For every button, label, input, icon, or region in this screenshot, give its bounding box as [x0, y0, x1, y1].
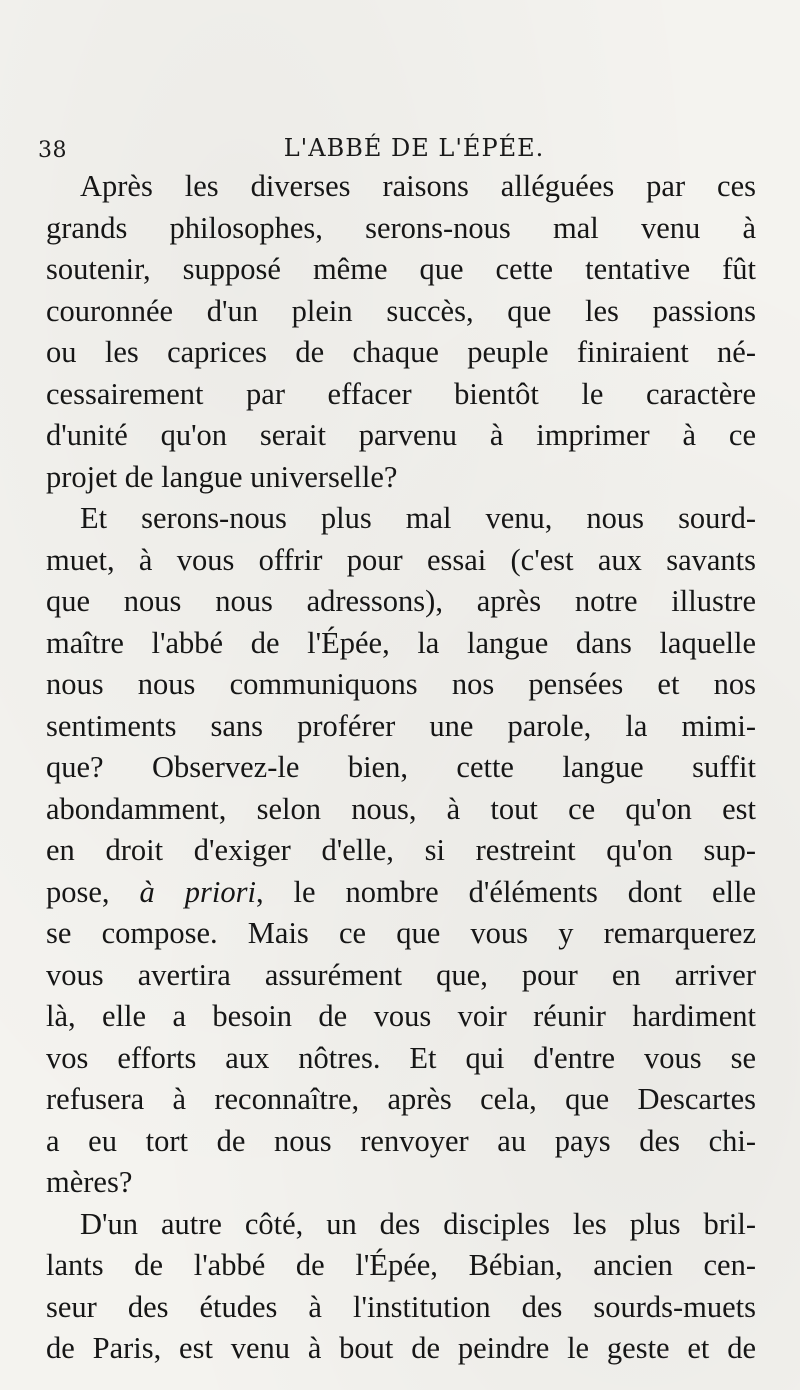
text-segment: pose,	[46, 874, 140, 909]
text-line: d'unité qu'on serait parvenu à imprimer à ce	[46, 418, 756, 452]
text-line: ou les caprices de chaque peuple finiraient né-	[46, 335, 756, 369]
text-line: muet, à vous offrir pour essai (c'est aux savants	[46, 542, 756, 577]
running-title: L'ABBÉ DE L'ÉPÉE.	[283, 134, 545, 162]
text-line: vous avertira assurément que, pour en arriver	[46, 957, 756, 992]
text-line: soutenir, supposé même que cette tentative fût	[46, 252, 756, 286]
text-line: lants de l'abbé de l'Épée, Bébian, ancien cen-	[46, 1248, 756, 1282]
text-segment: , le nombre d'éléments dont elle	[255, 874, 757, 909]
text-line: nous nous communiquons nos pensées et nos	[46, 667, 756, 701]
text-line: grands philosophes, serons-nous mal venu à	[46, 210, 756, 245]
text-line: projet de langue universelle?	[46, 459, 398, 494]
text-line: vos efforts aux nôtres. Et qui d'entre vous se	[46, 1040, 756, 1075]
text-line: D'un autre côté, un des disciples les plus bril-	[80, 1206, 756, 1241]
text-line: que? Observez-le bien, cette langue suffit	[46, 750, 756, 784]
text-line: a eu tort de nous renvoyer au pays des chi-	[46, 1123, 756, 1158]
text-line: se compose. Mais ce que vous y remarquerez	[46, 916, 756, 950]
text-line: cessairement par effacer bientôt le caractère	[46, 376, 756, 411]
text-line: en droit d'exiger d'elle, si restreint qu'on sup-	[46, 833, 756, 867]
text-line: seur des études à l'institution des sourds-muets	[46, 1289, 756, 1324]
paragraph-3	[46, 1204, 756, 1370]
paragraph-2	[46, 498, 756, 1204]
text-line-with-italic	[46, 872, 756, 914]
text-line: Après les diverses raisons alléguées par ces	[80, 169, 756, 203]
text-line: abondamment, selon nous, à tout ce qu'on est	[46, 791, 756, 826]
text-line: mères?	[46, 1165, 133, 1199]
text-line: couronnée d'un plein succès, que les passions	[46, 293, 756, 328]
body-text	[46, 166, 756, 1370]
italic-phrase: à priori	[139, 874, 256, 909]
page-header	[38, 130, 760, 166]
text-line: refusera à reconnaître, après cela, que Descartes	[46, 1082, 756, 1116]
text-line: de Paris, est venu à bout de peindre le geste et de	[46, 1331, 756, 1365]
text-line: que nous nous adressons), après notre illustre	[46, 584, 756, 618]
text-line: maître l'abbé de l'Épée, la langue dans laquelle	[46, 625, 756, 660]
page-number: 38	[38, 138, 67, 163]
text-line: Et serons-nous plus mal venu, nous sourd-	[80, 501, 756, 535]
paragraph-1	[46, 166, 756, 498]
text-line: sentiments sans proférer une parole, la mimi-	[46, 708, 756, 743]
text-line: là, elle a besoin de vous voir réunir hardiment	[46, 999, 756, 1033]
